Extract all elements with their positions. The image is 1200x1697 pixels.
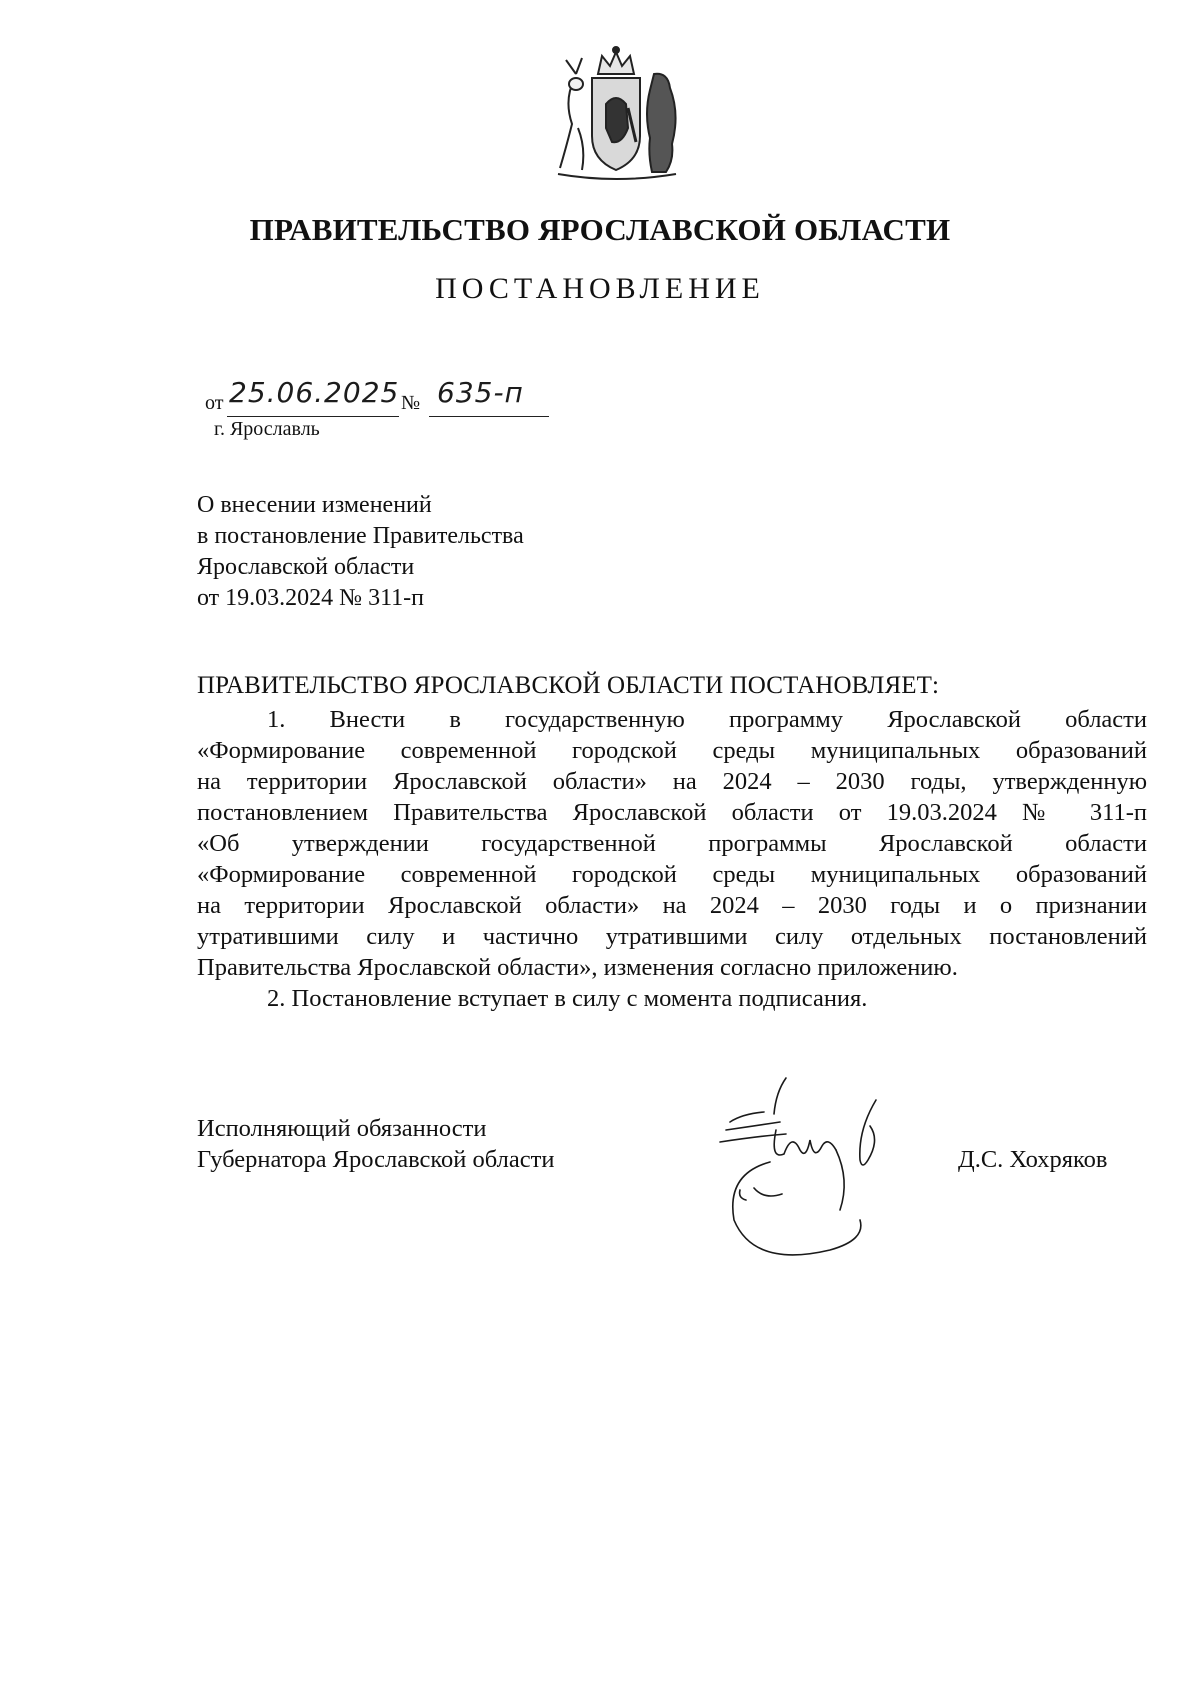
date-number-line [205, 378, 605, 418]
number-underline [429, 416, 549, 417]
subject-line: О внесении изменений [197, 492, 432, 518]
item1-line: на территории Ярославской области» на 2024 – 2030 годы, утвержденную [197, 768, 1147, 795]
signatory-position [197, 1113, 554, 1175]
number-prefix: № [401, 392, 421, 414]
date-prefix: от [205, 392, 224, 414]
handwritten-signature-icon [690, 1070, 950, 1270]
document-subject [197, 490, 524, 614]
signatory-name: Д.С. Хохряков [958, 1146, 1108, 1173]
decree-heading: ПРАВИТЕЛЬСТВО ЯРОСЛАВСКОЙ ОБЛАСТИ ПОСТАНОВЛЯЕТ: [197, 672, 940, 699]
date-underline [227, 416, 399, 417]
decree-body [197, 704, 1147, 1014]
item1-line: «Формирование современной городской среды муниципальных образований [197, 737, 1147, 764]
item1-line: «Формирование современной городской среды муниципальных образований [197, 861, 1147, 888]
city: г. Ярославль [214, 418, 320, 440]
position-line: Исполняющий обязанности [197, 1115, 487, 1142]
date-handwritten: 25.06.2025 [229, 376, 400, 409]
subject-line: в постановление Правительства [197, 523, 524, 549]
item1-line: постановлением Правительства Ярославской области от 19.03.2024 № 311-п [197, 799, 1147, 826]
item1-line: «Об утверждении государственной программы Ярославской области [197, 830, 1147, 857]
yaroslavl-coat-of-arms-icon [536, 44, 696, 184]
item1-line: утратившими силу и частично утратившими силу отдельных постановлений [197, 923, 1147, 950]
subject-line: Ярославской области [197, 554, 415, 580]
document-type: ПОСТАНОВЛЕНИЕ [435, 272, 765, 305]
item1-line: Правительства Ярославской области», изменения согласно приложению. [197, 954, 958, 981]
item1-line: на территории Ярославской области» на 2024 – 2030 годы и о признании [197, 892, 1147, 919]
item2: 2. Постановление вступает в силу с момента подписания. [267, 985, 868, 1012]
item1-line: 1. Внести в государственную программу Ярославской области [267, 706, 1147, 733]
organization-title: ПРАВИТЕЛЬСТВО ЯРОСЛАВСКОЙ ОБЛАСТИ [249, 212, 951, 247]
number-handwritten: 635-п [437, 376, 524, 409]
subject-line: от 19.03.2024 № 311-п [197, 585, 425, 611]
position-line: Губернатора Ярославской области [197, 1146, 555, 1173]
